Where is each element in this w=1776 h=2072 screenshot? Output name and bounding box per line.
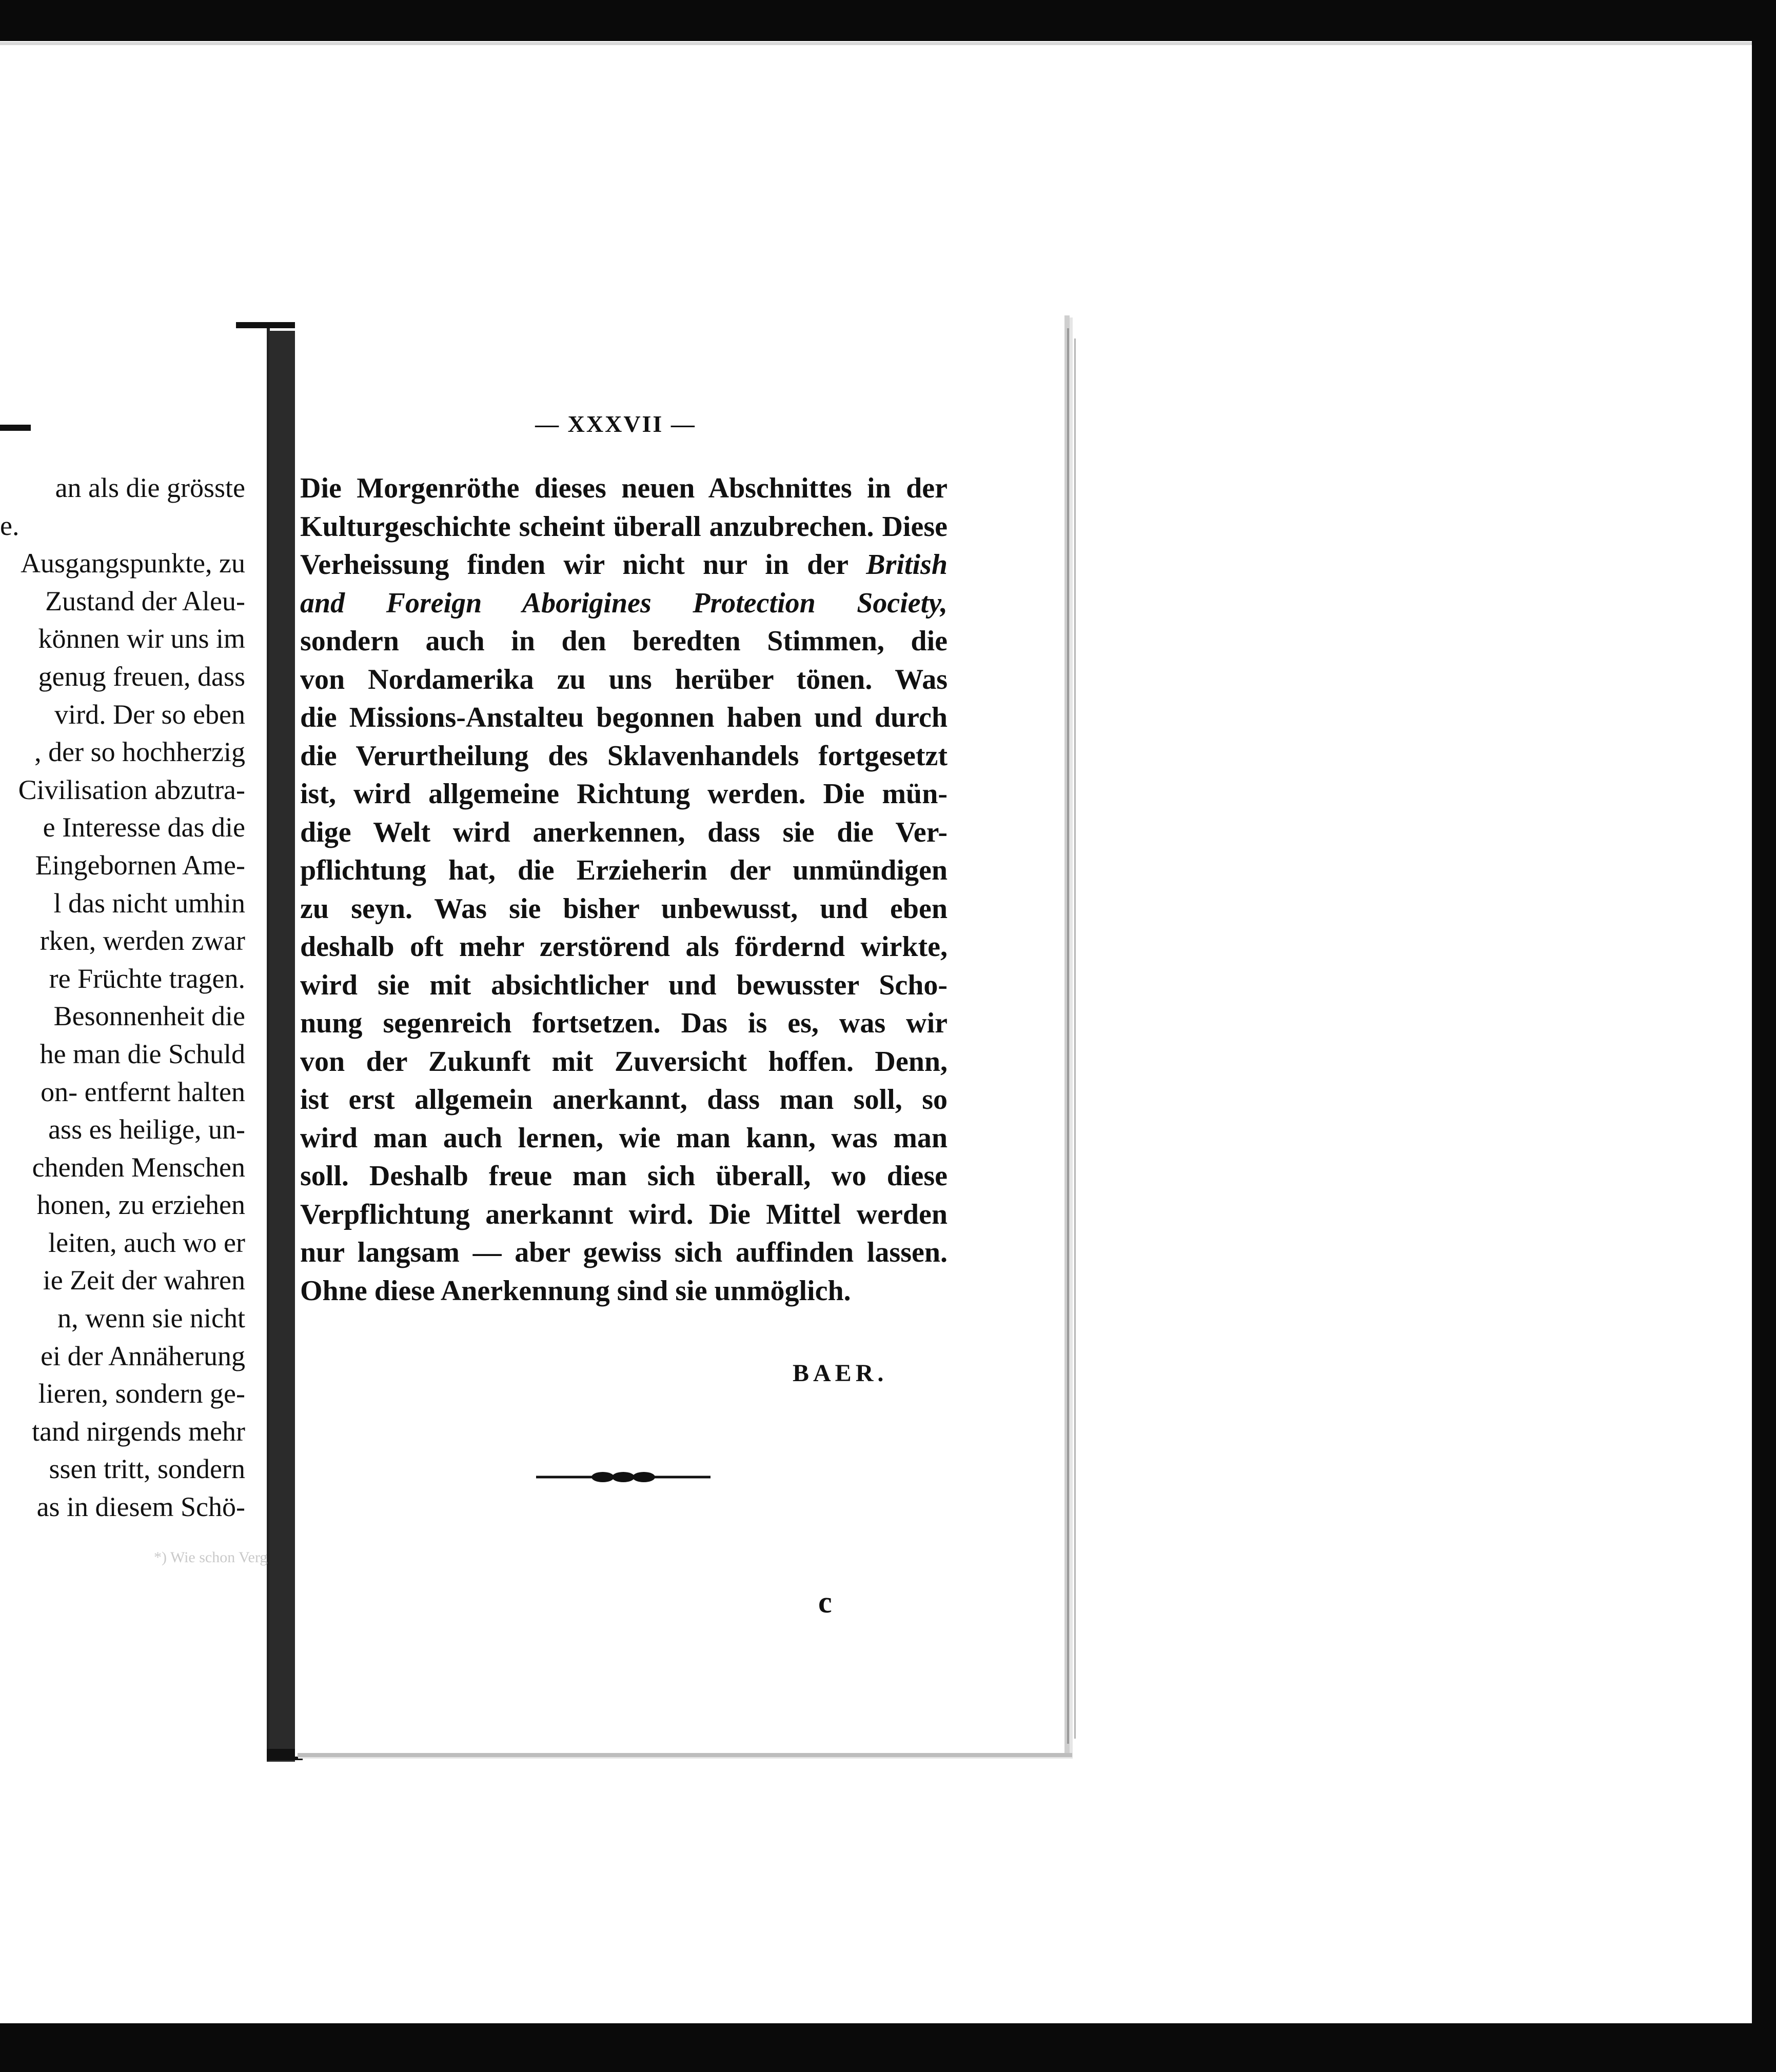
text-line: on- entfernt halten bbox=[41, 1076, 245, 1107]
text-line: rken, werden zwar bbox=[40, 925, 245, 957]
page-edge bbox=[1074, 338, 1076, 1739]
text-line: Besonnenheit die bbox=[53, 1001, 245, 1032]
page-edge bbox=[1067, 328, 1069, 1744]
text-line: ist erst allgemein anerkannt, dass man soll, so bbox=[300, 1084, 948, 1115]
signature-mark: c bbox=[818, 1585, 832, 1619]
text-line: lieren, sondern ge- bbox=[38, 1378, 245, 1409]
text-line: ei der Annäherung bbox=[41, 1340, 245, 1371]
text-line: , der so hochherzig bbox=[34, 736, 245, 768]
text-line: e Interesse das die bbox=[43, 812, 245, 843]
text-line: Die Morgenröthe dieses neuen Abschnittes in der bbox=[300, 472, 948, 504]
text-line: die Missions-Anstalteu begonnen haben und durch bbox=[300, 702, 948, 733]
italic-term: British bbox=[866, 549, 948, 581]
left-page-text bbox=[0, 469, 245, 1526]
text-line: Ausgangspunkte, zu bbox=[21, 548, 245, 579]
text-line: ass es heilige, un- bbox=[48, 1114, 245, 1145]
text-line: die Verurtheilung des Sklavenhandels fortgesetzt bbox=[300, 740, 948, 772]
text-line: as in diesem Schö- bbox=[36, 1491, 245, 1523]
text-line: deshalb oft mehr zerstörend als fördernd wirkte, bbox=[300, 931, 948, 963]
text-line: Eingebornen Ame- bbox=[35, 849, 245, 881]
scan-border-top bbox=[0, 0, 1776, 41]
text-line: an als die grösste bbox=[55, 472, 245, 503]
text-line: sondern auch in den beredten Stimmen, die bbox=[300, 625, 948, 657]
text-line: tand nirgends mehr bbox=[32, 1416, 245, 1447]
scan-border-bottom bbox=[0, 2023, 1776, 2072]
text-line: genug freuen, dass bbox=[38, 661, 245, 692]
scan-edge-line bbox=[0, 42, 1752, 45]
text-line: soll. Deshalb freue man sich überall, wo diese bbox=[300, 1160, 948, 1192]
text-line: nur langsam — aber gewiss sich auffinden lassen. bbox=[300, 1237, 948, 1268]
text-line: Kulturgeschichte scheint überall anzubrechen. Diese bbox=[300, 510, 948, 543]
text-line: Verpflichtung anerkannt wird. Die Mittel werden bbox=[300, 1198, 948, 1230]
text-line: können wir uns im bbox=[38, 623, 245, 654]
author-signature: BAER. bbox=[793, 1360, 888, 1387]
scan-border-right bbox=[1752, 0, 1776, 2072]
text-line: Ohne diese Anerkennung sind sie unmöglich. bbox=[300, 1274, 851, 1307]
page-bottom-edge bbox=[298, 1753, 1072, 1757]
ornament-rule bbox=[536, 1467, 711, 1487]
text-line: Verheissung finden wir nicht nur in der British bbox=[300, 549, 948, 581]
text-line: vird. Der so eben bbox=[54, 699, 245, 730]
text-line: re Früchte tragen. bbox=[49, 963, 245, 994]
text-line: and Foreign Aborigines Protection Society, bbox=[300, 587, 948, 619]
text-line: von Nordamerika zu uns herüber tönen. Was bbox=[300, 663, 948, 695]
text-line: he man die Schuld bbox=[40, 1038, 245, 1069]
running-head: — XXXVII — bbox=[535, 411, 696, 437]
book-gutter bbox=[269, 331, 295, 1762]
text-line: pflichtung hat, die Erzieherin der unmündigen bbox=[300, 854, 948, 886]
text-line: honen, zu erziehen bbox=[36, 1189, 245, 1221]
text-line: nung segenreich fortsetzen. Das is es, was wir bbox=[300, 1007, 948, 1039]
text-line: ie Zeit der wahren bbox=[43, 1265, 245, 1296]
text-line: zu seyn. Was sie bisher unbewusst, und eben bbox=[300, 892, 948, 925]
text-line: wird sie mit absichtlicher und bewusster Scho- bbox=[300, 969, 948, 1001]
text-line: von der Zukunft mit Zuversicht hoffen. Denn, bbox=[300, 1045, 948, 1078]
text-line: dige Welt wird anerkennen, dass sie die Ver- bbox=[300, 816, 948, 848]
left-running-head-dash bbox=[0, 425, 31, 431]
right-page-text bbox=[300, 469, 948, 1310]
text-line: n, wenn sie nicht bbox=[57, 1303, 245, 1334]
text-line: leiten, auch wo er bbox=[48, 1227, 245, 1258]
text-line: ssen tritt, sondern bbox=[49, 1453, 245, 1485]
text-line: Civilisation abzutra- bbox=[18, 774, 245, 805]
text-line: ist, wird allgemeine Richtung werden. Die mün- bbox=[300, 778, 948, 810]
text-line: Zustand der Aleu- bbox=[45, 585, 245, 616]
text-line: chenden Menschen bbox=[32, 1151, 245, 1183]
text-line: wird man auch lernen, wie man kann, was man bbox=[300, 1122, 948, 1154]
left-footnote-faint: *) Wie schon Verg bbox=[154, 1549, 268, 1566]
text-line: l das nicht umhin bbox=[53, 887, 245, 919]
text-line: e. bbox=[0, 510, 19, 541]
